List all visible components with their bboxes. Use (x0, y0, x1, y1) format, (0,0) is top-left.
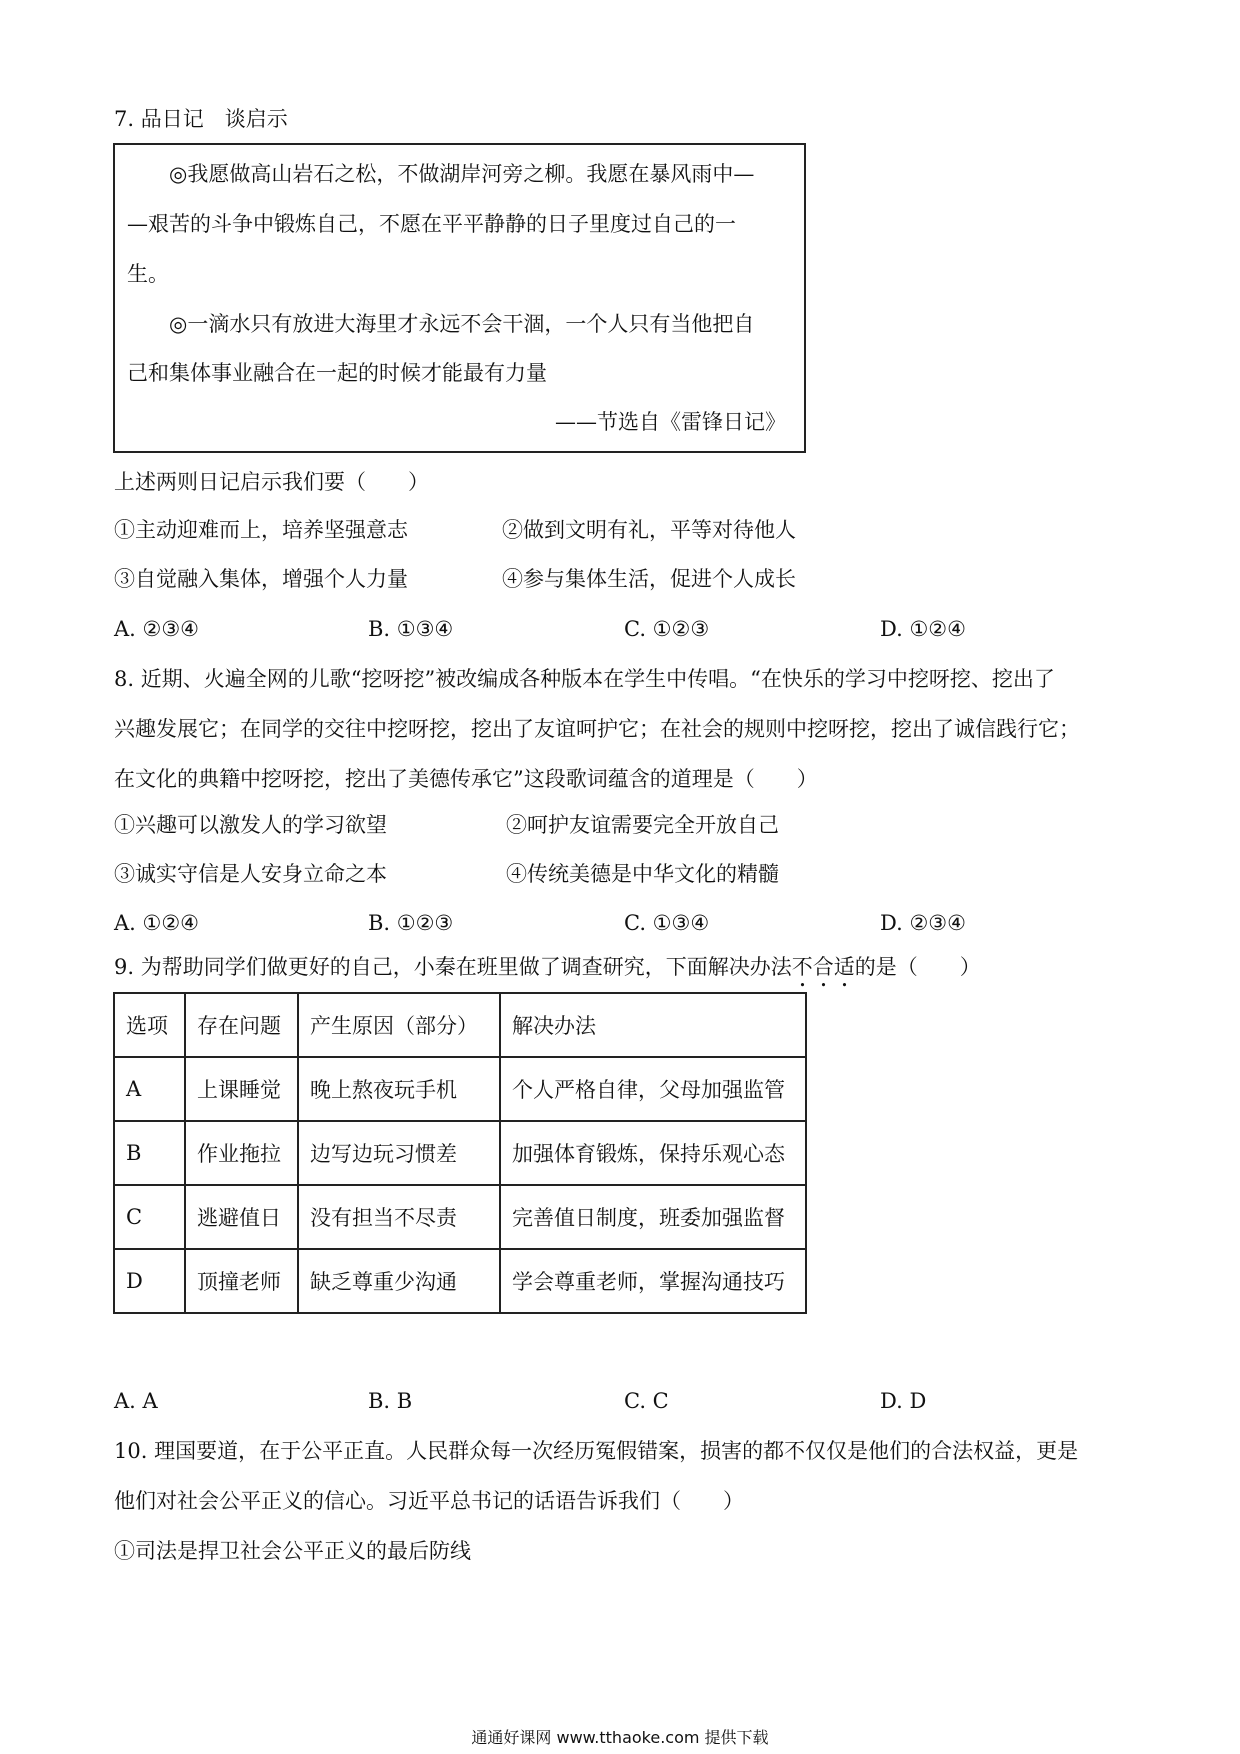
table-cell: C (114, 1185, 185, 1249)
q8-choice-c: C. ①③④ (624, 911, 710, 935)
table-cell: B (114, 1121, 185, 1185)
q7-choice-a: A. ②③④ (114, 617, 199, 641)
diary-line: ◎一滴水只有放进大海里才永远不会干涸，一个人只有当他把自 (127, 312, 755, 336)
table-cell: 边写边玩习惯差 (298, 1121, 500, 1185)
diary-line: ◎我愿做高山岩石之松，不做湖岸河旁之柳。我愿在暴风雨中— (127, 162, 755, 186)
table-cell: 作业拖拉 (185, 1121, 298, 1185)
q9-choice-d: D. D (880, 1389, 927, 1413)
table-cell: D (114, 1249, 185, 1313)
q10-stem-line: 10. 理国要道，在于公平正直。人民群众每一次经历冤假错案，损害的都不仅仅是他们的合法权益，更是 (114, 1439, 1079, 1463)
q9-stem-before: 9. 为帮助同学们做更好的自己，小秦在班里做了调查研究，下面解决办法 (114, 955, 792, 979)
q7-choice-b: B. ①③④ (368, 617, 454, 641)
table-header: 选项 (114, 993, 185, 1057)
q8-choice-d: D. ②③④ (880, 911, 966, 935)
q8-stem-line: 兴趣发展它；在同学的交往中挖呀挖，挖出了友谊呵护它；在社会的规则中挖呀挖，挖出了诚信践行它； (114, 717, 1080, 741)
q9-stem (114, 952, 981, 992)
table-cell: 缺乏尊重少沟通 (298, 1249, 500, 1313)
q10-item: ①司法是捍卫社会公平正义的最后防线 (114, 1539, 471, 1563)
q8-choice-b: B. ①②③ (368, 911, 454, 935)
table-cell: 个人严格自律，父母加强监管 (500, 1057, 806, 1121)
table-row (114, 1249, 806, 1313)
table-cell: 完善值日制度，班委加强监督 (500, 1185, 806, 1249)
q7-item: ①主动迎难而上，培养坚强意志 (114, 518, 408, 542)
diary-line: —艰苦的斗争中锻炼自己，不愿在平平静静的日子里度过自己的一 (127, 212, 736, 236)
q8-stem-line: 8. 近期、火遍全网的儿歌“挖呀挖”被改编成各种版本在学生中传唱。“在快乐的学习中挖呀挖、挖出了 (114, 667, 1055, 691)
q8-item: ②呵护友谊需要完全开放自己 (506, 813, 779, 837)
q8-stem-line: 在文化的典籍中挖呀挖，挖出了美德传承它”这段歌词蕴含的道理是（ ） (114, 767, 818, 791)
table-cell: 上课睡觉 (185, 1057, 298, 1121)
page-footer: 通通好课网 www.tthaoke.com 提供下载 (471, 1728, 769, 1747)
q7-stem: 上述两则日记启示我们要（ ） (114, 470, 429, 494)
q7-choice-d: D. ①②④ (880, 617, 966, 641)
table-cell: 没有担当不尽责 (298, 1185, 500, 1249)
q9-choice-b: B. B (368, 1389, 413, 1413)
diary-line: 生。 (127, 262, 169, 286)
q8-item: ③诚实守信是人安身立命之本 (114, 862, 387, 886)
diary-signature: ——节选自《雷锋日记》 (555, 410, 786, 434)
table-cell: 加强体育锻炼，保持乐观心态 (500, 1121, 806, 1185)
table-cell: 逃避值日 (185, 1185, 298, 1249)
q7-choice-c: C. ①②③ (624, 617, 710, 641)
q7-diary-box (113, 143, 806, 453)
q8-item: ①兴趣可以激发人的学习欲望 (114, 813, 387, 837)
q7-title: 7. 品日记 谈启示 (114, 107, 288, 131)
table-row (114, 1121, 806, 1185)
table-cell: 学会尊重老师，掌握沟通技巧 (500, 1249, 806, 1313)
q10-stem-line: 他们对社会公平正义的信心。习近平总书记的话语告诉我们（ ） (114, 1489, 744, 1513)
q9-choice-c: C. C (624, 1389, 669, 1413)
q7-item: ②做到文明有礼，平等对待他人 (502, 518, 796, 542)
table-header: 解决办法 (500, 993, 806, 1057)
table-row (114, 1185, 806, 1249)
table-cell: 顶撞老师 (185, 1249, 298, 1313)
table-row (114, 1057, 806, 1121)
q9-stem-after: 的是（ ） (854, 955, 981, 979)
table-header-row (114, 993, 806, 1057)
table-cell: A (114, 1057, 185, 1121)
q8-choice-a: A. ①②④ (114, 911, 199, 935)
q7-item: ④参与集体生活，促进个人成长 (502, 567, 796, 591)
q8-item: ④传统美德是中华文化的精髓 (506, 862, 779, 886)
table-header: 产生原因（部分） (298, 993, 500, 1057)
diary-line: 己和集体事业融合在一起的时候才能最有力量 (127, 361, 547, 385)
table-cell: 晚上熬夜玩手机 (298, 1057, 500, 1121)
q9-table (113, 992, 807, 1314)
table-header: 存在问题 (185, 993, 298, 1057)
q9-choice-a: A. A (114, 1389, 158, 1413)
q7-item: ③自觉融入集体，增强个人力量 (114, 567, 408, 591)
q9-stem-emphasis: 不合适 (791, 955, 855, 979)
